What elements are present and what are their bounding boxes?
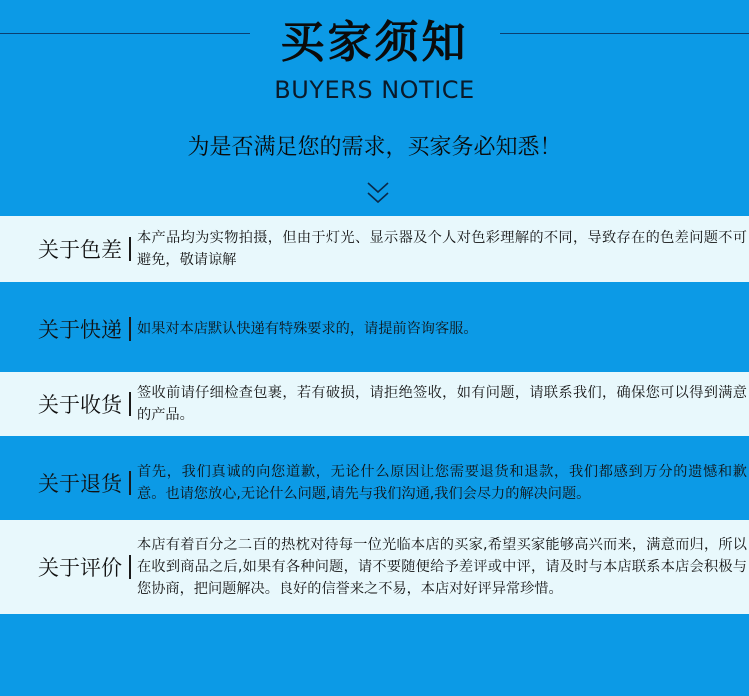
section-divider xyxy=(129,555,131,579)
section-label: 关于色差 xyxy=(38,238,122,262)
section-text: 签收前请仔细检查包裹，若有破损，请拒绝签收，如有问题，请联系我们，确保您可以得到满意的产品。 xyxy=(137,385,747,423)
section-label: 关于退货 xyxy=(38,472,122,496)
section-returns xyxy=(0,452,749,514)
section-label: 关于收货 xyxy=(38,393,122,417)
section-receiving xyxy=(0,372,749,436)
section-color-difference xyxy=(0,216,749,282)
section-label: 关于快递 xyxy=(38,318,122,342)
section-label: 关于评价 xyxy=(38,556,122,580)
section-reviews xyxy=(0,520,749,614)
page-title: 买家须知 xyxy=(280,17,469,68)
section-divider xyxy=(129,317,131,341)
section-divider xyxy=(129,237,131,261)
notice-header xyxy=(0,0,749,216)
double-chevron-down-icon xyxy=(366,180,390,206)
section-divider xyxy=(129,471,131,495)
page-subtitle: 为是否满足您的需求，买家务必知悉！ xyxy=(187,135,562,160)
section-text: 如果对本店默认快递有特殊要求的，请提前咨询客服。 xyxy=(137,321,478,337)
section-delivery xyxy=(0,298,749,360)
page-title-english: BUYERS NOTICE xyxy=(274,76,475,104)
section-text: 本产品均为实物拍摄，但由于灯光、显示器及个人对色彩理解的不同，导致存在的色差问题不可避免，敬请谅解 xyxy=(137,230,747,268)
section-text: 本店有着百分之二百的热枕对待每一位光临本店的买家,希望买家能够高兴而来，满意而归，所以在收到商品之后,如果有各种问题，请不要随便给予差评或中评，请及时与本店联系本店会积极与您协商，把问题解决。良好的信誉来之不易，本店对好评异常珍惜。 xyxy=(137,537,747,597)
section-text: 首先，我们真诚的向您道歉，无论什么原因让您需要退货和退款，我们都感到万分的遗憾和歉意。也请您放心,无论什么问题,请先与我们沟通,我们会尽力的解决问题。 xyxy=(137,464,747,502)
section-divider xyxy=(129,392,131,416)
